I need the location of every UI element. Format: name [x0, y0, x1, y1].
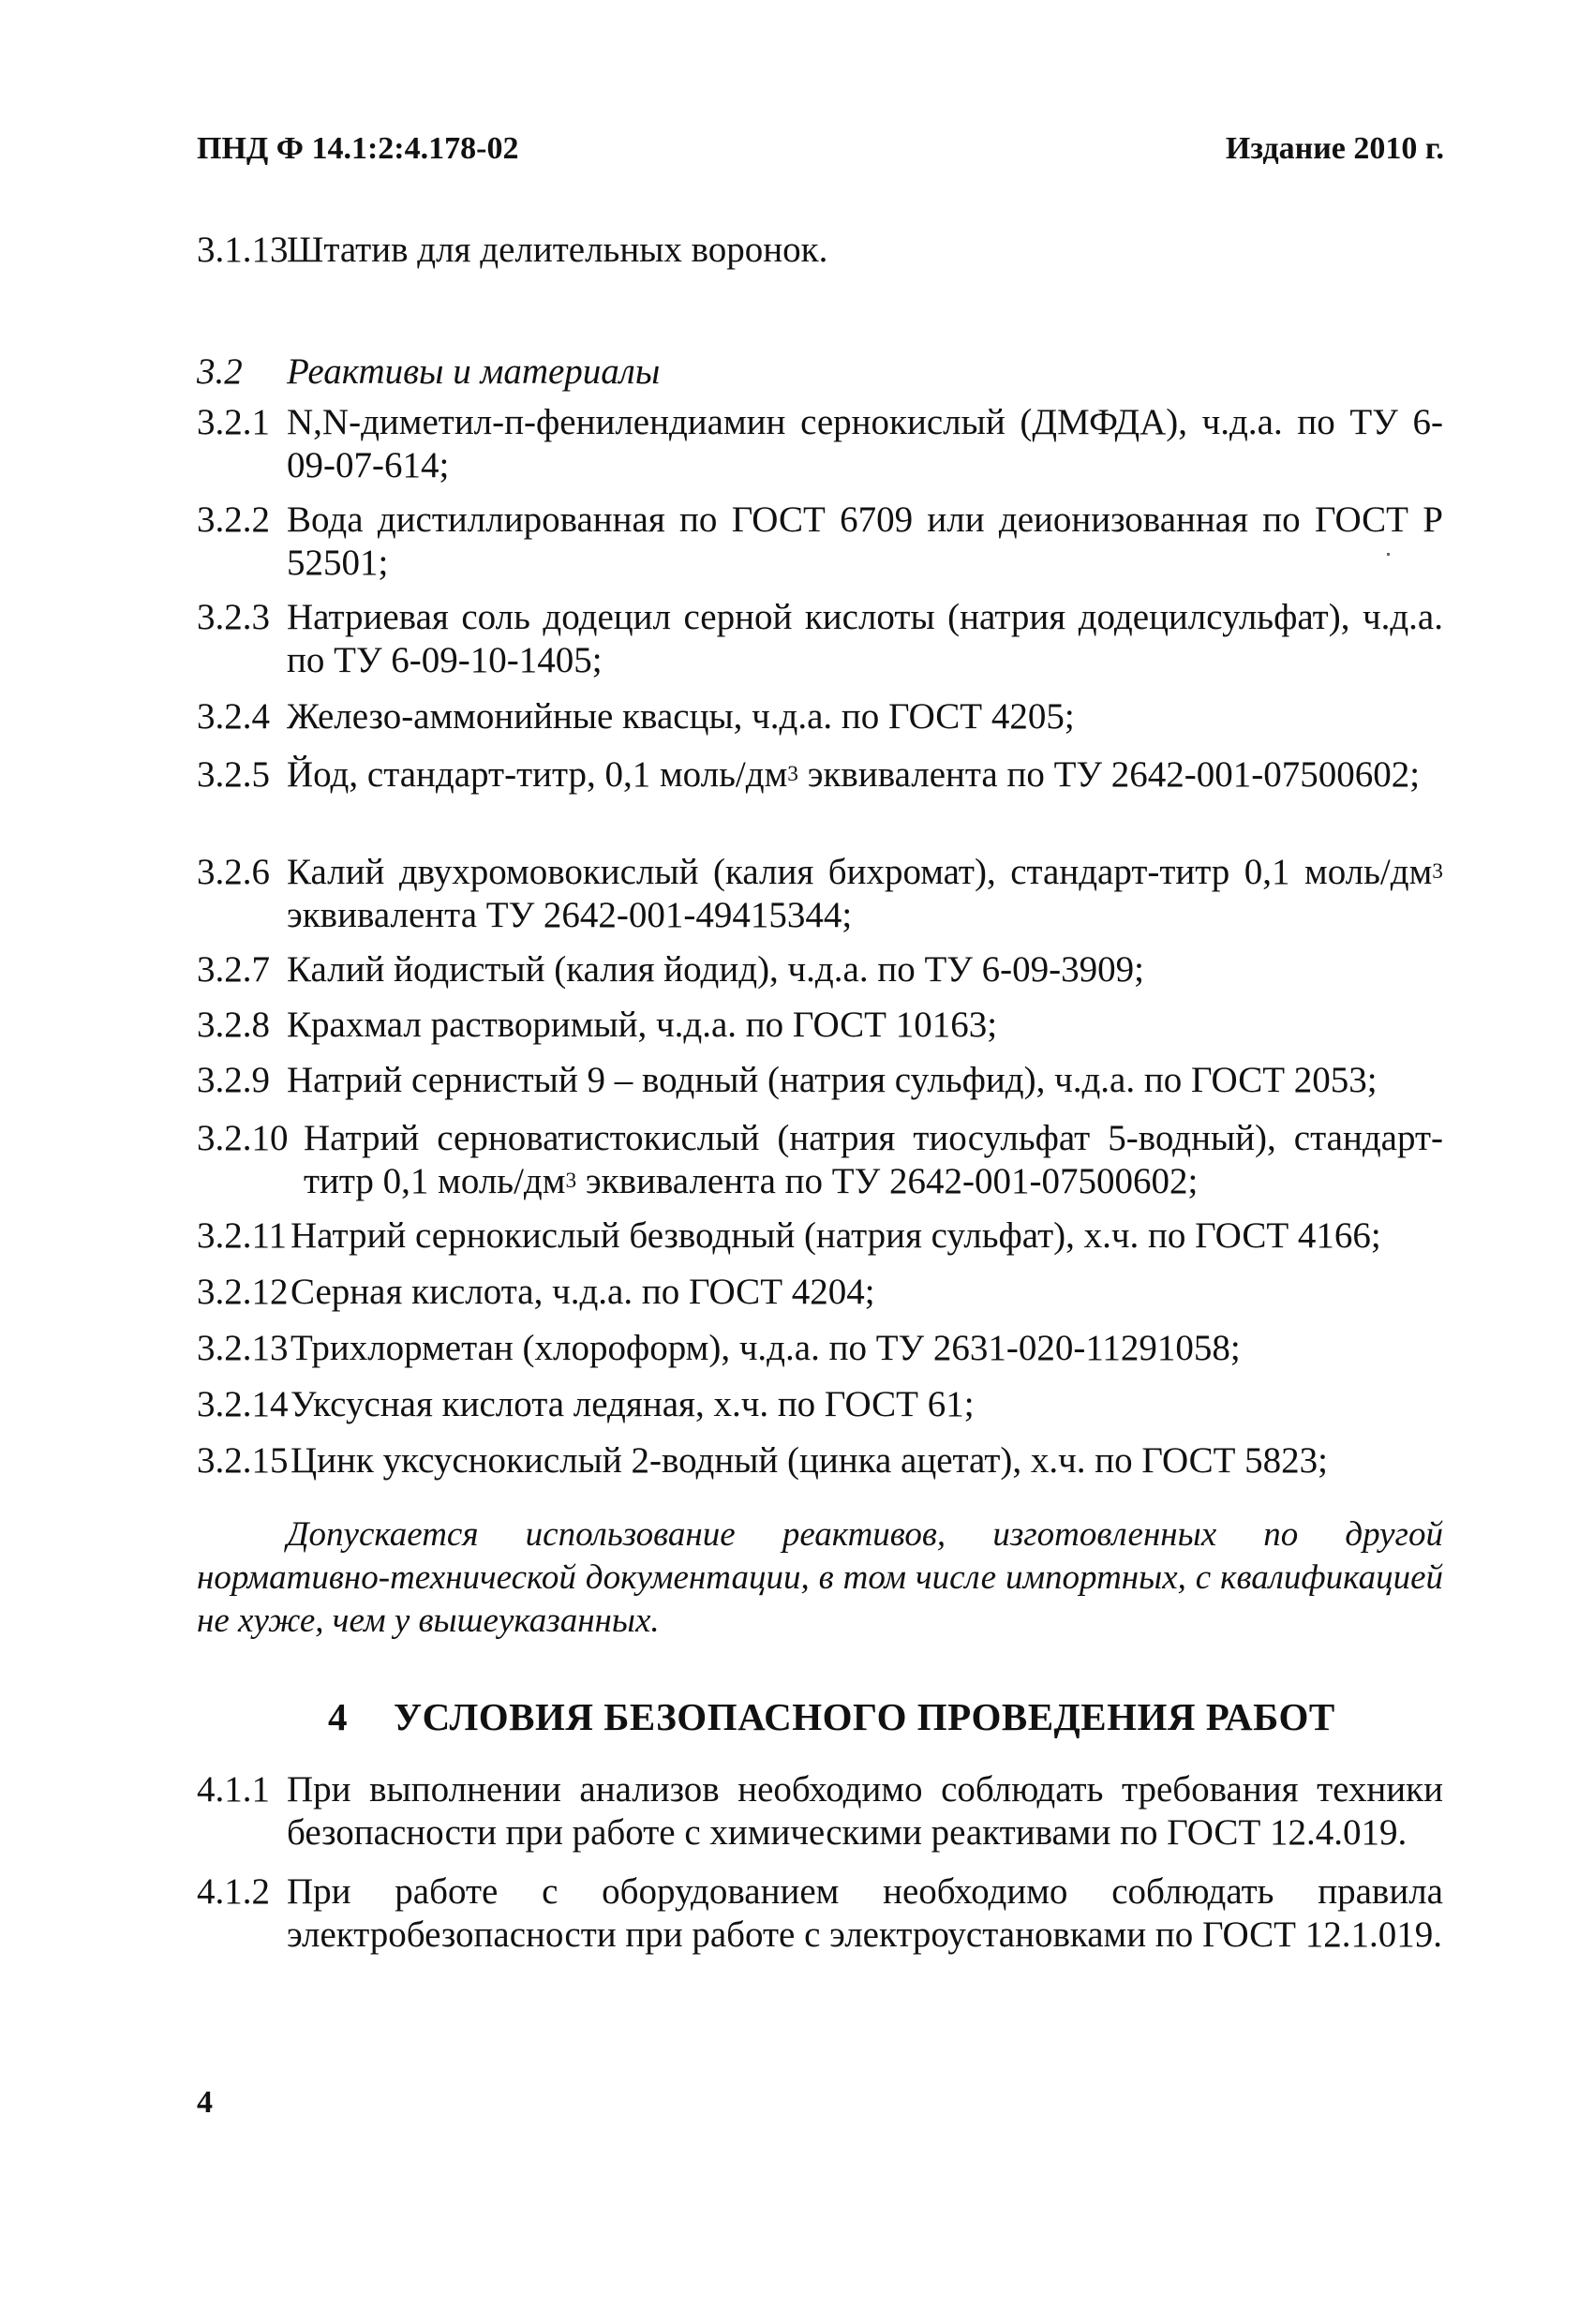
item-text-part: Йод, стандарт-титр, 0,1 моль/дм [287, 754, 788, 795]
section-heading-4 [328, 1694, 1335, 1739]
item-text: Натриевая соль додецил серной кислоты (натрия додецилсульфат), ч.д.а. по ТУ 6-09-10-1405; [287, 597, 1443, 680]
list-item [197, 1214, 1443, 1258]
item-number: 3.2.1 [197, 402, 270, 442]
item-number: 3.2.6 [197, 852, 270, 892]
item-number: 4.1.2 [197, 1871, 270, 1912]
item-text: Цинк уксуснокислый 2-водный (цинка ацетат), х.ч. по ГОСТ 5823; [290, 1440, 1329, 1481]
edition-label: Издание 2010 г. [1225, 131, 1444, 166]
item-text: Железо-аммонийные квасцы, ч.д.а. по ГОСТ 4205; [287, 696, 1075, 737]
list-item [197, 1004, 1443, 1047]
list-item [197, 229, 1443, 272]
list-item [197, 1117, 1443, 1203]
item-text: При выполнении анализов необходимо соблюдать требования техники безопасности при работе с химическими реактивами по ГОСТ 12.4.019. [287, 1769, 1443, 1853]
list-item [197, 1768, 1443, 1855]
item-number: 3.2.8 [197, 1005, 270, 1045]
list-item [197, 499, 1443, 585]
item-number: 3.2.13 [197, 1328, 289, 1368]
item-text [287, 753, 1443, 797]
superscript: 3 [787, 762, 798, 787]
item-text: Уксусная кислота ледяная, х.ч. по ГОСТ 61; [290, 1384, 975, 1424]
item-text: При работе с оборудованием необходимо соблюдать правила электробезопасности при работе с электроустановками по ГОСТ 12.1.019. [287, 1871, 1443, 1955]
list-item [197, 948, 1443, 991]
item-text-part: эквивалента ТУ 2642-001-49415344; [287, 895, 853, 935]
item-number: 3.2.14 [197, 1384, 289, 1424]
doc-code: ПНД Ф 14.1:2:4.178-02 [197, 131, 519, 166]
item-text: Натрий сернистый 9 – водный (натрия сульфид), ч.д.а. по ГОСТ 2053; [287, 1060, 1378, 1100]
item-text: Вода дистиллированная по ГОСТ 6709 или деионизованная по ГОСТ Р 52501; [287, 499, 1443, 583]
item-text: Натрий сернокислый безводный (натрия сульфат), х.ч. по ГОСТ 4166; [290, 1215, 1381, 1256]
note-paragraph: Допускается использование реактивов, изготовленных по другой нормативно-технической документации, в том числе импортных, с квалификацией не хуже, чем у вышеуказанных. [197, 1515, 1443, 1640]
item-text: N,N-диметил-п-фенилендиамин сернокислый (ДМФДА), ч.д.а. по ТУ 6-09-07-614; [287, 402, 1443, 485]
item-text-part: эквивалента по ТУ 2642-001-07500602; [797, 754, 1421, 795]
item-text: Калий йодистый (калия йодид), ч.д.а. по ТУ 6-09-3909; [287, 949, 1144, 990]
item-text-part: Калий двухромовокислый (калия бихромат), стандарт-титр 0,1 моль/дм [287, 852, 1433, 892]
item-text: Крахмал растворимый, ч.д.а. по ГОСТ 10163; [287, 1005, 998, 1045]
list-item [197, 1439, 1443, 1482]
item-number: 3.2.15 [197, 1440, 289, 1481]
scan-speck [1387, 553, 1390, 556]
list-item [197, 1327, 1443, 1370]
item-number: 3.2.4 [197, 696, 270, 737]
list-item [197, 1383, 1443, 1426]
item-number: 3.2.11 [197, 1215, 288, 1256]
item-text-part: эквивалента по ТУ 2642-001-07500602; [576, 1161, 1199, 1201]
section-title: Реактивы и материалы [287, 351, 661, 392]
item-number: 3.2.5 [197, 754, 270, 795]
item-number: 3.2.7 [197, 949, 270, 990]
section-title: УСЛОВИЯ БЕЗОПАСНОГО ПРОВЕДЕНИЯ РАБОТ [394, 1695, 1335, 1738]
superscript: 3 [565, 1169, 577, 1194]
section-heading-3-2 [197, 350, 660, 394]
superscript: 3 [1432, 859, 1443, 885]
item-number: 4.1.1 [197, 1769, 270, 1810]
list-item [197, 851, 1443, 937]
section-number: 3.2 [197, 351, 243, 392]
item-text-part: Натрий серноватистокислый (натрия тиосульфат 5-водный), стандарт-титр 0,1 моль/дм [304, 1118, 1443, 1201]
section-number: 4 [328, 1695, 348, 1738]
item-number: 3.2.9 [197, 1060, 270, 1100]
page-number: 4 [197, 2085, 213, 2120]
item-number: 3.1.13 [197, 230, 289, 270]
item-number: 3.2.10 [197, 1118, 289, 1158]
list-item [197, 401, 1443, 487]
list-item [197, 695, 1443, 738]
item-number: 3.2.2 [197, 499, 270, 540]
list-item [197, 596, 1443, 682]
item-text: Штатив для делительных воронок. [287, 230, 828, 270]
item-text [304, 1117, 1443, 1203]
list-item [197, 1271, 1443, 1314]
item-text: Трихлорметан (хлороформ), ч.д.а. по ТУ 2631-020-11291058; [290, 1328, 1241, 1368]
item-number: 3.2.12 [197, 1272, 289, 1312]
item-number: 3.2.3 [197, 597, 270, 637]
item-text [287, 851, 1443, 937]
list-item [197, 1059, 1443, 1102]
item-text: Серная кислота, ч.д.а. по ГОСТ 4204; [290, 1272, 875, 1312]
list-item [197, 1870, 1443, 1957]
list-item [197, 753, 1443, 797]
